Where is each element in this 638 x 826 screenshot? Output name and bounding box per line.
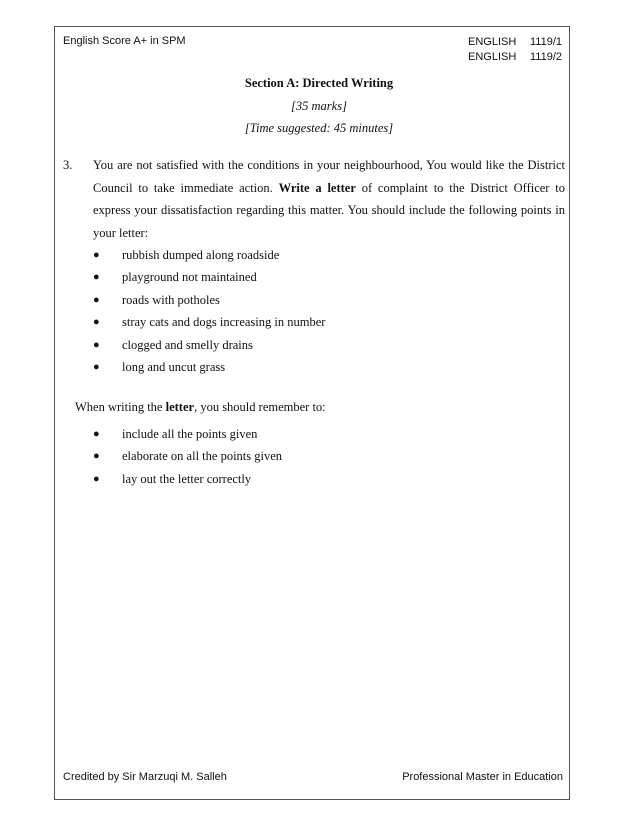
list-item <box>92 311 325 333</box>
list-item <box>92 423 282 445</box>
list-item <box>92 334 325 356</box>
point-text: long and uncut grass <box>122 359 226 374</box>
section-time: [Time suggested: 45 minutes] <box>244 121 394 135</box>
bullet-icon: ● <box>93 249 100 261</box>
question-number: 3. <box>63 158 73 172</box>
list-item <box>92 289 325 311</box>
reminder-intro <box>75 400 326 415</box>
footer-title: Professional Master in Education <box>402 771 563 783</box>
point-text: stray cats and dogs increasing in number <box>122 315 326 330</box>
header-title: English Score A+ in SPM <box>63 35 186 47</box>
bullet-icon: ● <box>93 338 100 351</box>
reminder-text: lay out the letter correctly <box>122 471 252 486</box>
reminder-text-part: , you should remember to: <box>194 400 326 414</box>
bullet-icon: ● <box>93 316 100 329</box>
content-points-list <box>92 244 325 378</box>
question-text-part: of complaint to the District Officer to express your dissatisfaction regarding this matter. You should include the following points in your letter: <box>93 180 565 240</box>
section-marks: [35 marks] <box>291 99 347 113</box>
paper-subject: ENGLISH <box>468 51 517 63</box>
reminder-points-list <box>92 423 282 490</box>
bullet-icon: ● <box>93 450 100 463</box>
reminder-text: include all the points given <box>122 427 258 441</box>
question-text-emphasis: Write a letter <box>278 180 356 195</box>
section-title: Section A: Directed Writing <box>244 76 394 90</box>
reminder-text: elaborate on all the points given <box>122 449 283 464</box>
question-text-part: You are not satisfied with the conditions in your neighbourhood, You would like the District Council to take immediate action. <box>93 158 565 195</box>
paper-code: 1119/2 <box>530 51 563 63</box>
bullet-icon: ● <box>93 472 100 485</box>
point-text: roads with potholes <box>122 292 220 307</box>
header-paper-codes <box>468 35 562 65</box>
paper-row <box>468 35 562 50</box>
bullet-icon: ● <box>93 360 100 373</box>
bullet-icon: ● <box>93 428 100 440</box>
list-item <box>92 356 325 378</box>
question-text <box>93 154 565 244</box>
list-item <box>92 468 282 490</box>
point-text: clogged and smelly drains <box>122 337 253 352</box>
bullet-icon: ● <box>93 293 100 306</box>
question-block <box>63 154 565 244</box>
paper-code: 1119/1 <box>530 36 563 48</box>
reminder-text-part: When writing the <box>75 400 166 414</box>
paper-subject: ENGLISH <box>468 36 517 48</box>
bullet-icon: ● <box>93 271 100 284</box>
list-item <box>92 445 282 467</box>
footer-credit: Credited by Sir Marzuqi M. Salleh <box>63 771 227 783</box>
list-item <box>92 244 325 266</box>
point-text: playground not maintained <box>122 270 257 285</box>
list-item <box>92 266 325 288</box>
reminder-text-emphasis: letter <box>165 400 195 414</box>
paper-row <box>468 50 562 65</box>
point-text: rubbish dumped along roadside <box>122 248 280 262</box>
